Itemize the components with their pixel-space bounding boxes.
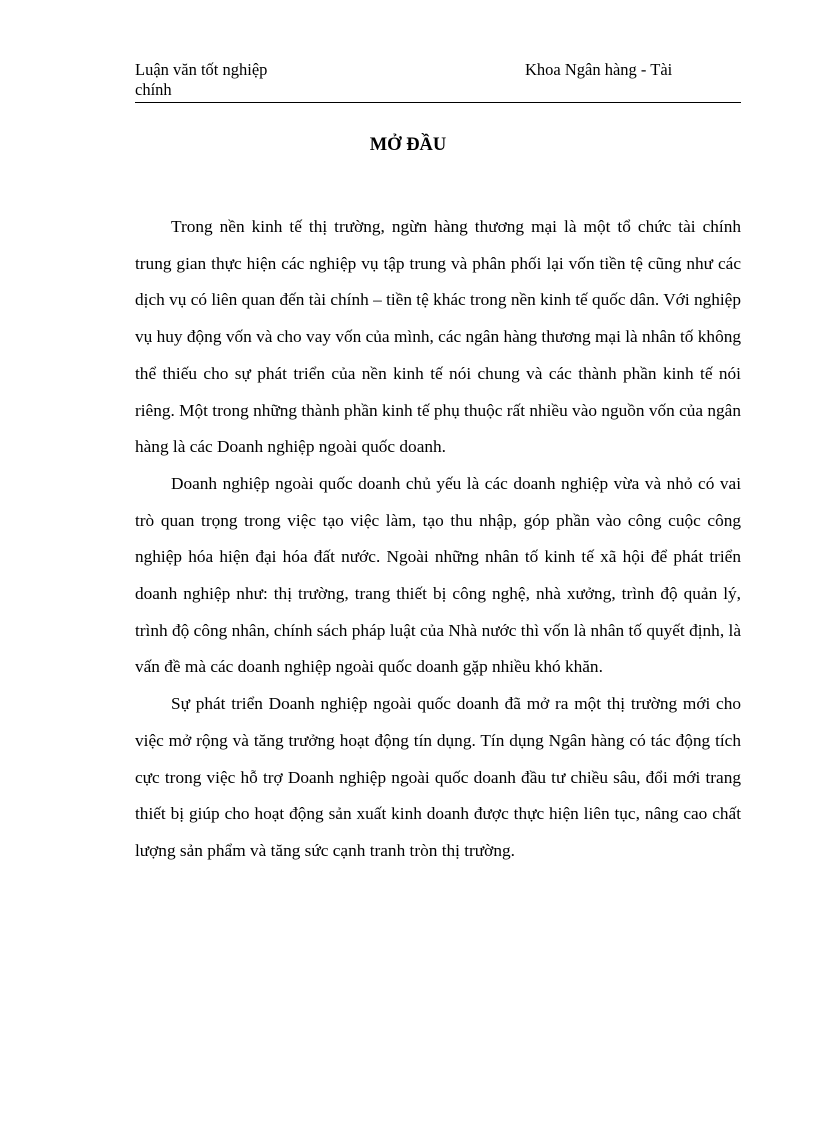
- page-title: MỞ ĐẦU: [369, 135, 447, 155]
- paragraph-2: Doanh nghiệp ngoài quốc doanh chủ yếu là các doanh nghiệp vừa và nhỏ có vai trò quan trọng trong việc tạo việc làm, tạo thu nhập, góp phần vào công cuộc công nghiệp hóa hiện đại hóa đất nước. Ngoài những nhân tố kinh tế xã hội để phát triển doanh nghiệp như: thị trường, trang thiết bị công nghệ, nhà xưởng, trình độ quản lý, trình độ công nhân, chính sách pháp luật của Nhà nước thì vốn là nhân tố quyết định, là vấn đề mà các doanh nghiệp ngoài quốc doanh gặp nhiều khó khăn.: [135, 473, 741, 677]
- header-thesis-title: Luận văn tốt nghiệp: [135, 60, 268, 79]
- paragraph-3: Sự phát triển Doanh nghiệp ngoài quốc doanh đã mở ra một thị trường mới cho việc mở rộng và tăng trưởng hoạt động tín dụng. Tín dụng Ngân hàng có tác động tích cực trong việc hỗ trợ Doanh nghiệp ngoài quốc doanh đầu tư chiều sâu, đổi mới trang thiết bị giúp cho hoạt động sản xuất kinh doanh được thực hiện liên tục, nâng cao chất lượng sản phẩm và tăng sức cạnh tranh tròn thị trường.: [135, 694, 741, 860]
- page-header: [135, 60, 741, 103]
- body-text: [135, 209, 741, 870]
- header-faculty: Khoa Ngân hàng - Tài: [525, 60, 673, 79]
- paragraph-1: Trong nền kinh tế thị trường, ngừn hàng thương mại là một tổ chức tài chính trung gian thực hiện các nghiệp vụ tập trung và phân phối lại vốn tiền tệ cũng như các dịch vụ có liên quan đến tài chính – tiền tệ khác trong nền kinh tế quốc dân. Với nghiệp vụ huy động vốn và cho vay vốn của mình, các ngân hàng thương mại là nhân tố không thể thiếu cho sự phát triển của nền kinh tế nói chung và các thành phần kinh tế nói riêng. Một trong những thành phần kinh tế phụ thuộc rất nhiều vào nguồn vốn của ngân hàng là các Doanh nghiệp ngoài quốc doanh.: [135, 217, 741, 457]
- header-faculty-continuation: chính: [135, 80, 172, 99]
